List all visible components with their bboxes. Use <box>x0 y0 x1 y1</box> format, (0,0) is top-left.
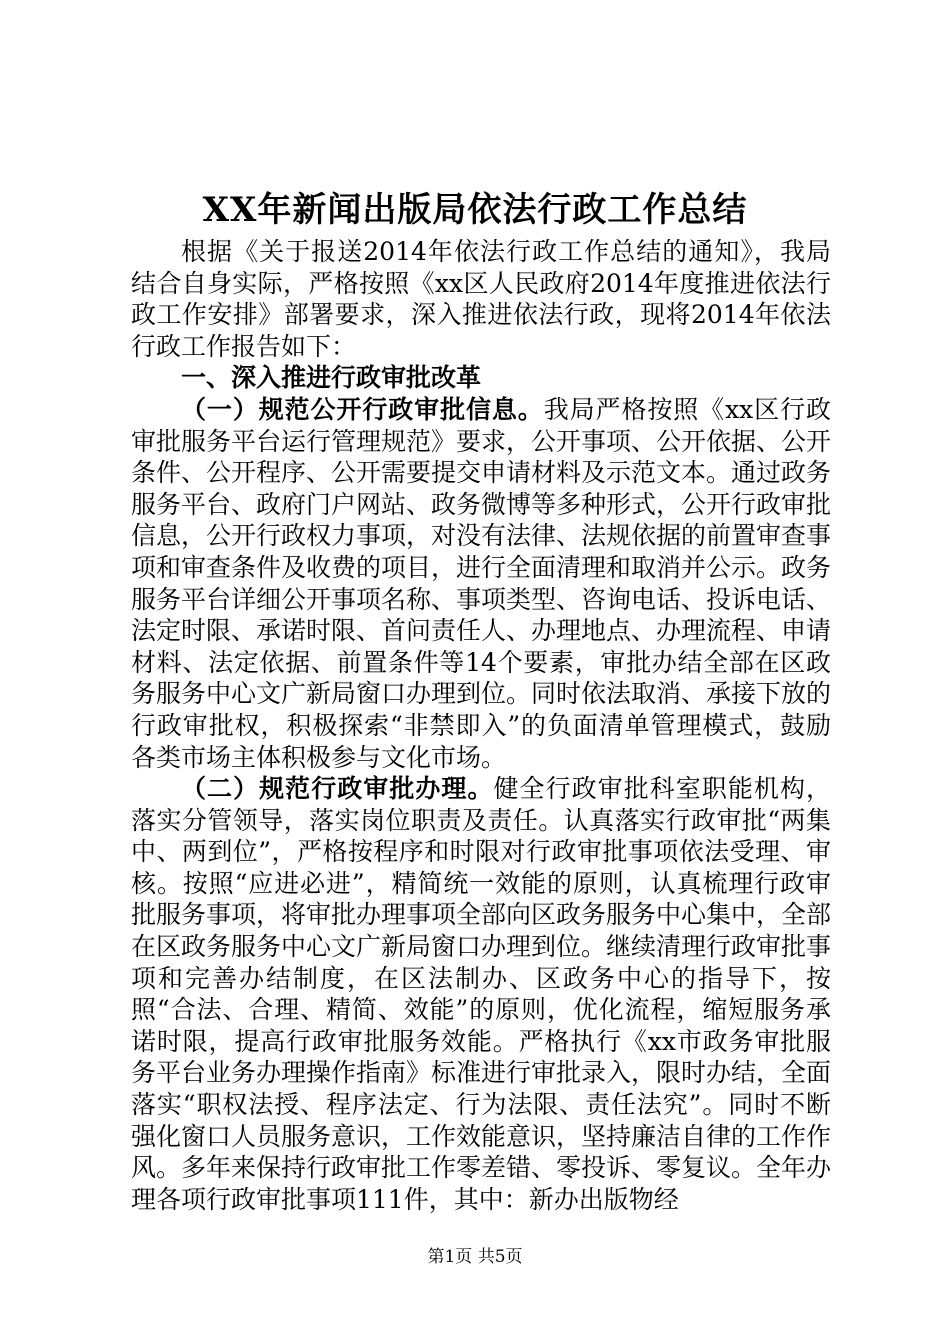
subsection-2-heading: （二）规范行政审批办理。 <box>181 774 494 804</box>
intro-paragraph: 根据《关于报送2014年依法行政工作总结的通知》，我局结合自身实际，严格按照《xx区人民政府2014年度推进依法行政工作安排》部署要求，深入推进依法行政，现将2014年依法行政工作报告如下： <box>131 237 831 361</box>
page-number: 第1页 共5页 <box>427 1247 523 1267</box>
subsection-1-heading: （一）规范公开行政审批信息。 <box>181 394 544 424</box>
document-title: XX年新闻出版局依法行政工作总结 <box>202 190 748 230</box>
section-heading: 一、深入推进行政审批改革 <box>181 363 482 393</box>
subsection-1-paragraph <box>131 394 831 773</box>
document-body <box>131 236 831 1215</box>
subsection-2-paragraph <box>131 773 831 1215</box>
subsection-2-text: 健全行政审批科室职能机构，落实分管领导，落实岗位职责及责任。认真落实行政审批“两集中、两到位”，严格按程序和时限对行政审批事项依法受理、审核。按照“应进必进”，精简统一效能的原则，认真梳理行政审批服务事项，将审批办理事项全部向区政务服务中心集中，全部在区政务服务中心文广新局窗口办理到位。继续清理行政审批事项和完善办结制度，在区法制办、区政务中心的指导下，按照“合法、合理、精简、效能”的原则，优化流程，缩短服务承诺时限，提高行政审批服务效能。严格执行《xx市政务审批服务平台业务办理操作指南》标准进行审批录入，限时办结，全面落实“职权法授、程序法定、行为法限、责任法究”。同时不断强化窗口人员服务意识，工作效能意识，坚持廉洁自律的工作作风。多年来保持行政审批工作零差错、零投诉、零复议。全年办理各项行政审批事项111件，其中：新办出版物经 <box>131 774 832 1214</box>
subsection-1-text: 我局严格按照《xx区行政审批服务平台运行管理规范》要求，公开事项、公开依据、公开条件、公开程序、公开需要提交申请材料及示范文本。通过政务服务平台、政府门户网站、政务微博等多种形式，公开行政审批信息，公开行政权力事项，对没有法律、法规依据的前置审查事项和审查条件及收费的项目，进行全面清理和取消并公示。政务服务平台详细公开事项名称、事项类型、咨询电话、投诉电话、法定时限、承诺时限、首问责任人、办理地点、办理流程、申请材料、法定依据、前置条件等14个要素，审批办结全部在区政务服务中心文广新局窗口办理到位。同时依法取消、承接下放的行政审批权，积极探索“非禁即入”的负面清单管理模式，鼓励各类市场主体积极参与文化市场。 <box>131 394 832 772</box>
